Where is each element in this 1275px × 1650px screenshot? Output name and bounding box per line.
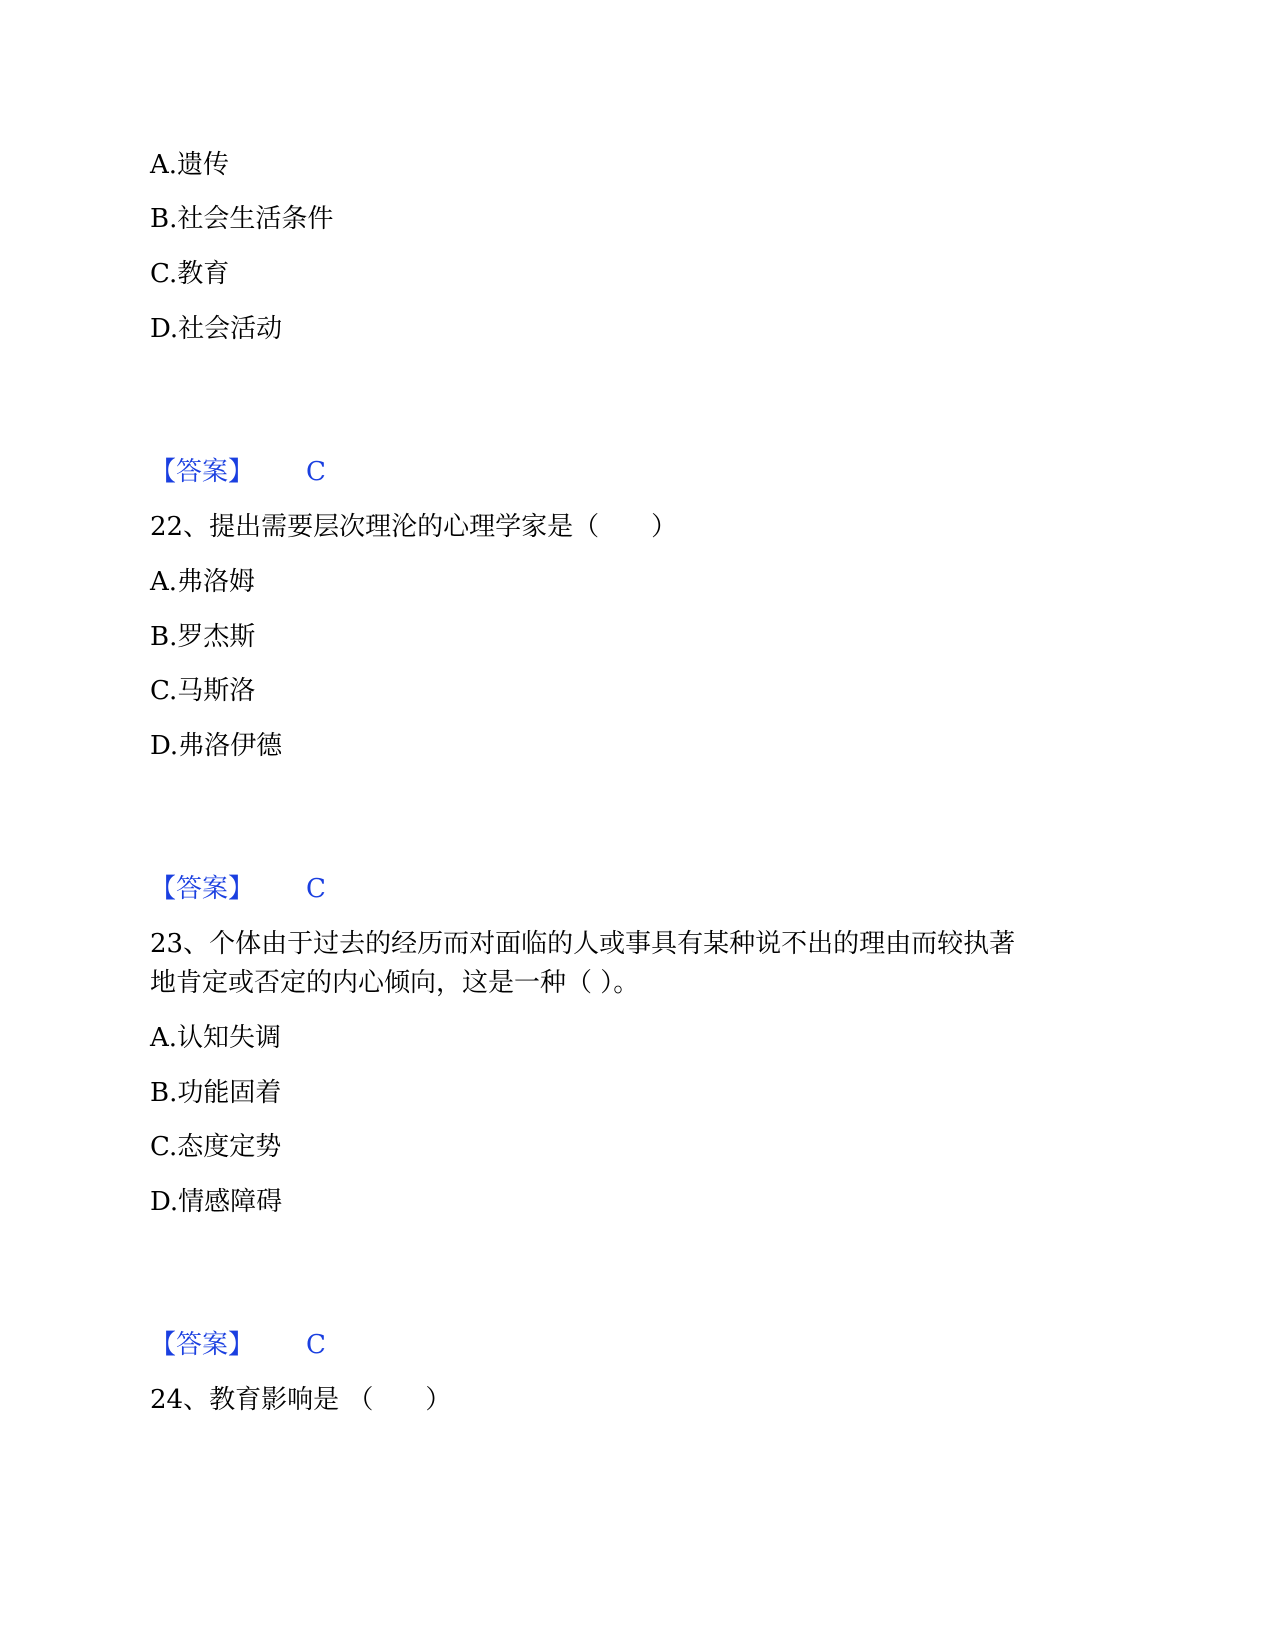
option-a: A.认知失调 xyxy=(150,1023,282,1053)
answer-label: 【答案】 xyxy=(150,1330,255,1360)
option-d: D.社会活动 xyxy=(150,314,283,344)
answer-22 xyxy=(150,872,326,906)
option-a: A.弗洛姆 xyxy=(150,567,256,597)
question-stem: 22、提出需要层次理沦的心理学家是（ ） xyxy=(150,512,678,542)
answer-label: 【答案】 xyxy=(150,874,255,904)
option-b: B.社会生活条件 xyxy=(150,204,334,234)
answer-value: C xyxy=(306,457,326,487)
answer-value: C xyxy=(306,874,326,904)
option-c: C.态度定势 xyxy=(150,1132,282,1162)
answer-value: C xyxy=(306,1330,326,1360)
question-stem-line-2: 地肯定或否定的内心倾向，这是一种（ ）。 xyxy=(150,968,640,998)
answer-23 xyxy=(150,1328,326,1362)
question-stem: 24、教育影响是 （ ） xyxy=(150,1385,452,1415)
option-b: B.罗杰斯 xyxy=(150,622,256,652)
option-a: A.遗传 xyxy=(150,150,230,180)
answer-21 xyxy=(150,455,326,489)
answer-label: 【答案】 xyxy=(150,457,255,487)
option-d: D.弗洛伊德 xyxy=(150,731,283,761)
option-b: B.功能固着 xyxy=(150,1078,282,1108)
option-d: D.情感障碍 xyxy=(150,1187,283,1217)
option-c: C.教育 xyxy=(150,259,230,289)
question-stem-line-1: 23、个体由于过去的经历而对面临的人或事具有某种说不出的理由而较执著 xyxy=(150,929,1016,959)
option-c: C.马斯洛 xyxy=(150,676,256,706)
